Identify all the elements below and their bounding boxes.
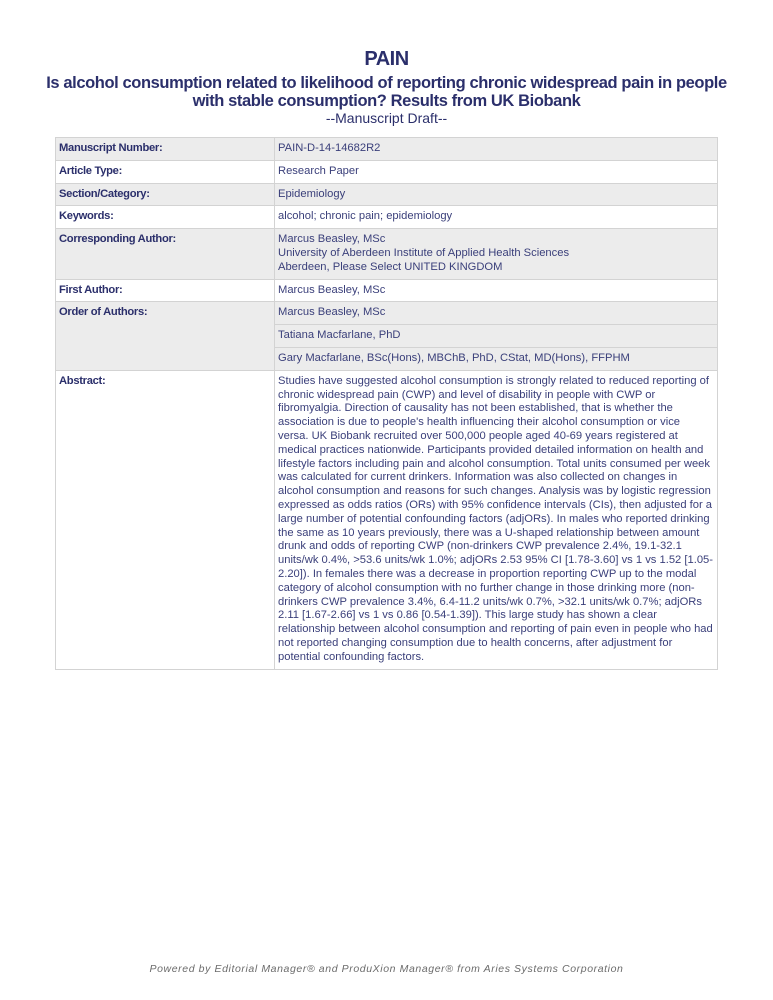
manuscript-title: Is alcohol consumption related to likelihood of reporting chronic widespread pain in people with stable consumption? Results from UK Biobank <box>46 74 727 110</box>
field-label: Abstract: <box>56 370 275 669</box>
field-label: Article Type: <box>56 160 275 183</box>
first-author-value: Marcus Beasley, MSc <box>275 279 718 302</box>
table-row-manuscript-number <box>56 138 718 161</box>
document-header <box>0 46 773 126</box>
corresponding-author-name: Marcus Beasley, MSc <box>278 233 386 246</box>
footer-credit: Powered by Editorial Manager® and ProduXion Manager® from Aries Systems Corporation <box>149 963 624 975</box>
author-item: Gary Macfarlane, BSc(Hons), MBChB, PhD, CStat, MD(Hons), FFPHM <box>275 347 718 370</box>
table-row-first-author <box>56 279 718 302</box>
corresponding-author-value <box>275 229 718 279</box>
field-label: First Author: <box>56 279 275 302</box>
table-row-abstract <box>56 370 718 669</box>
field-label: Order of Authors: <box>56 302 275 370</box>
author-item: Tatiana Macfarlane, PhD <box>275 325 718 348</box>
field-label: Keywords: <box>56 206 275 229</box>
table-row-section <box>56 183 718 206</box>
abstract-text: Studies have suggested alcohol consumption is strongly related to reduced reporting of chronic widespread pain (CWP) and level of disability in people with CWP or fibromyalgia. Direction of causality has not been established, that is whether the association is due to people's health influencing their alcohol consumption or vice versa. UK Biobank recruited over 500,000 people aged 40-69 years registered at medical practices nationwide. Participants provided detailed information on health and lifestyle factors including pain and alcohol consumption. Total units consumed per week was calculated for current drinkers. Information was also collected on changes in alcohol consumption and reasons for such changes. Analysis was by logistic regression expressed as odds ratios (ORs) with 95% confidence intervals (CIs), then adjusted for a large number of potential confounding factors (adjORs). In males who reported drinking the same as 10 years previously, there was a U-shaped relationship between amount drunk and odds of reporting CWP (non-drinkers CWP prevalence 2.4%, 19.1-32.1 units/wk 0.4%, >53.6 units/wk 1.0%; adjORs 2.53 95% CI [1.78-3.60] vs 1 vs 1.52 [1.05-2.20]). In females there was a decrease in proportion reporting CWP up to the modal category of alcohol consumption with no further change in those drinking more (non-drinkers CWP prevalence 3.4%, 6.4-11.2 units/wk 0.7%, >32.1 units/wk 0.7%; adjORs 2.11 [1.67-2.66] vs 1 vs 0.86 [0.54-1.39]). This large study has shown a clear relationship between alcohol consumption and reporting of pain even in people who had not reported changing consumption due to health concerns, after adjustment for potential confounding factors. <box>275 370 718 669</box>
draft-label: --Manuscript Draft-- <box>325 110 448 126</box>
table-row-order-of-authors <box>56 302 718 325</box>
corresponding-author-location: Aberdeen, Please Select UNITED KINGDOM <box>278 260 503 273</box>
author-item: Marcus Beasley, MSc <box>275 302 718 325</box>
table-row-keywords <box>56 206 718 229</box>
table-row-article-type <box>56 160 718 183</box>
journal-name: PAIN <box>364 48 409 70</box>
article-type-value: Research Paper <box>275 160 718 183</box>
section-value: Epidemiology <box>275 183 718 206</box>
corresponding-author-institution: University of Aberdeen Institute of Applied Health Sciences <box>278 246 570 259</box>
table-row-corresponding-author <box>56 229 718 279</box>
manuscript-info-table <box>55 137 718 670</box>
keywords-value: alcohol; chronic pain; epidemiology <box>275 206 718 229</box>
field-label: Section/Category: <box>56 183 275 206</box>
field-label: Manuscript Number: <box>56 138 275 161</box>
field-label: Corresponding Author: <box>56 229 275 279</box>
manuscript-number-value: PAIN-D-14-14682R2 <box>275 138 718 161</box>
